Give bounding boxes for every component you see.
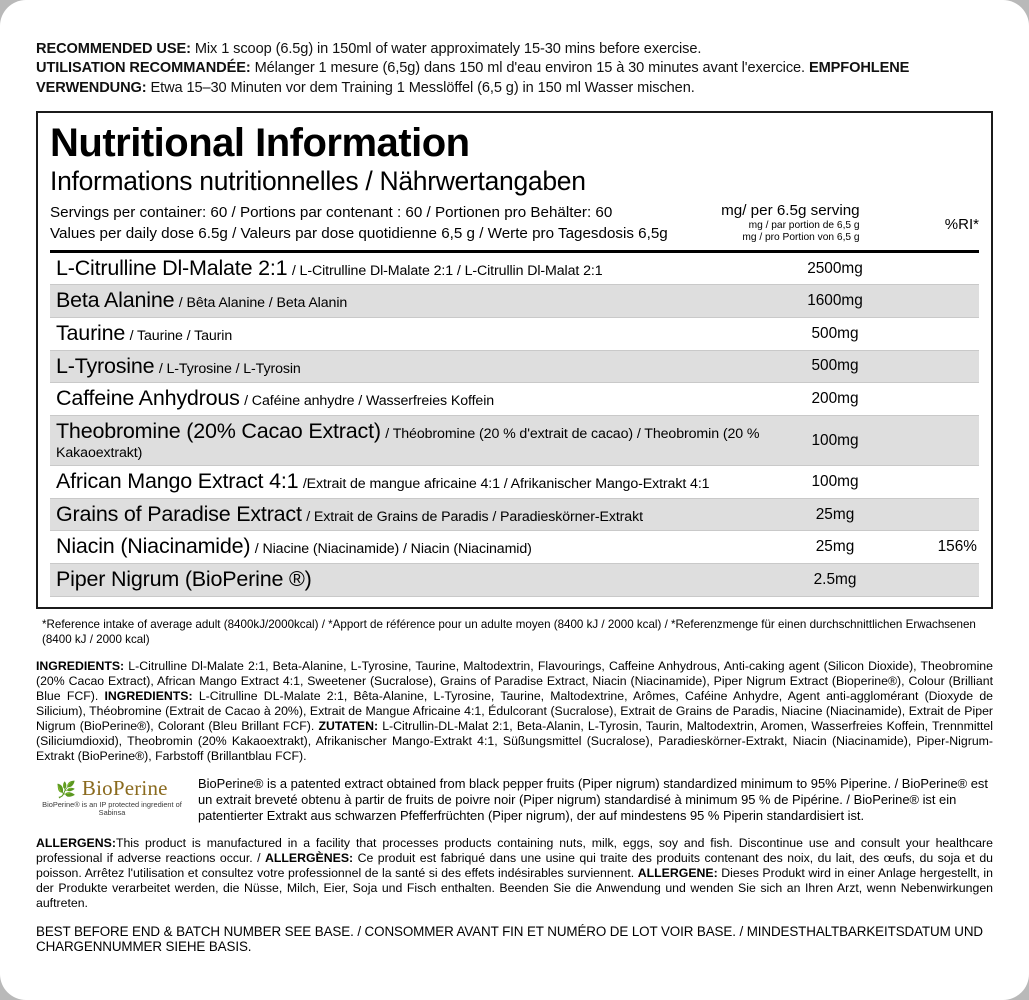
ingredient-translation: / Taurine / Taurin	[129, 328, 233, 344]
ingredient-amount: 500mg	[765, 318, 901, 351]
ingredient-amount: 100mg	[765, 415, 901, 465]
serving-header-row	[50, 202, 979, 245]
amount-column-header	[721, 202, 861, 245]
recommended-use-en-text: Mix 1 scoop (6.5g) in 150ml of water approximately 15-30 mins before exercise.	[190, 41, 702, 57]
ingredients-paragraph	[36, 659, 993, 764]
ingredient-ri	[901, 415, 979, 465]
nutrition-information-panel	[36, 111, 993, 609]
ingredient-ri	[901, 253, 979, 285]
ingredient-amount: 2.5mg	[765, 564, 901, 597]
ingredient-name: Piper Nigrum (BioPerine ®)	[56, 567, 312, 592]
recommended-use-fr-de	[36, 59, 993, 98]
ingredient-name: Beta Alanine	[56, 288, 175, 313]
table-row	[50, 383, 979, 416]
ingredient-name: L-Tyrosine	[56, 353, 155, 378]
table-row	[50, 531, 979, 564]
ingredient-ri	[901, 350, 979, 383]
ingredient-amount: 500mg	[765, 350, 901, 383]
ingredients-text-en: L-Citrulline Dl-Malate 2:1, Beta-Alanine, L-Tyrosine, Taurine, Maltodextrin, Flavourings, Caffeine Anhydrous, Anti-caking agent (Silicon Dioxide), Theobromine (20% Cacao Extract), African Mango Extract 4:1, Sweetener (Sucralose), Grains of Paradise Extract, Niacin (Niacinamide), Piper Nigrum Extract (Bioperine®), Colour (Brilliant Blue FCF).	[36, 658, 993, 703]
ingredient-amount: 1600mg	[765, 285, 901, 318]
allergens-paragraph	[36, 836, 993, 911]
ingredient-ri	[901, 466, 979, 499]
ingredient-amount: 100mg	[765, 466, 901, 499]
ingredients-label-en: INGREDIENTS:	[36, 658, 125, 673]
ingredient-name: African Mango Extract 4:1	[56, 469, 299, 494]
amount-header-de: mg / pro Portion von 6,5 g	[742, 232, 860, 244]
nutrition-table	[50, 253, 979, 597]
ingredient-translation: / Théobromine (20 % d'extrait de cacao) / Theobromin (20 % Kakaoextrakt)	[56, 425, 760, 461]
ingredient-cell	[50, 466, 765, 499]
bioperine-description: BioPerine® is a patented extract obtained from black pepper fruits (Piper nigrum) standardized minimum to 95% Piperine. / BioPerine® est un extrait breveté obtenu à partir de fruits de poivre noir (Piper nigrum) standardisé à minimum 95 % de Pipérine. / BioPerine® ist ein patentierter Extrakt aus schwarzen Pfefferfrüchten (Piper nigrum), der auf mindestens 95 % Piperin standardisiert ist.	[198, 775, 988, 823]
table-row	[50, 318, 979, 351]
ingredient-ri: 156%	[901, 531, 979, 564]
ingredient-cell	[50, 318, 765, 351]
bioperine-block	[36, 776, 993, 824]
ingredient-translation: / Extrait de Grains de Paradis / Paradieskörner-Extrakt	[306, 508, 643, 525]
ingredient-cell	[50, 383, 765, 416]
table-row	[50, 350, 979, 383]
ingredient-ri	[901, 383, 979, 416]
ingredient-cell	[50, 285, 765, 318]
recommended-use-fr-text: Mélanger 1 mesure (6,5g) dans 150 ml d'eau environ 15 à 30 minutes avant l'exercice.	[250, 60, 809, 77]
ingredient-cell	[50, 253, 765, 285]
recommended-use-block	[36, 40, 993, 98]
ingredient-name: Niacin (Niacinamide)	[56, 534, 251, 559]
ingredient-cell	[50, 564, 765, 597]
leaf-icon: 🌿	[56, 781, 77, 799]
table-row	[50, 285, 979, 318]
ingredient-ri	[901, 498, 979, 531]
allergens-text-en: This product is manufactured in a facility that processes products containing nuts, milk, eggs, soy and fish. Discontinue use and consult your healthcare professional if adverse reactions occur. /	[36, 835, 993, 865]
ingredient-translation: / Bêta Alanine / Beta Alanin	[178, 295, 348, 312]
allergens-label-de: ALLERGENE:	[637, 865, 718, 880]
table-row	[50, 564, 979, 597]
ingredient-cell	[50, 531, 765, 564]
recommended-use-fr-label: UTILISATION RECOMMANDÉE:	[36, 60, 251, 77]
ingredient-translation: /Extrait de mangue africaine 4:1 / Afrikanischer Mango-Extrakt 4:1	[302, 476, 710, 493]
table-row	[50, 415, 979, 465]
ingredients-label-de: ZUTATEN:	[318, 718, 379, 733]
best-before-line: BEST BEFORE END & BATCH NUMBER SEE BASE. / CONSOMMER AVANT FIN ET NUMÉRO DE LOT VOIR BASE. / MINDESTHALTBARKEITSDATUM UND CHARGENNUMMER SIEHE BASIS.	[36, 923, 983, 954]
nutrition-subtitle: Informations nutritionnelles / Nährwertangaben	[50, 165, 586, 196]
ingredient-ri	[901, 285, 979, 318]
ingredient-name: Theobromine (20% Cacao Extract)	[56, 418, 381, 443]
ingredient-name: Caffeine Anhydrous	[56, 386, 240, 411]
table-row	[50, 498, 979, 531]
reference-intake-note: *Reference intake of average adult (8400kJ/2000kcal) / *Apport de référence pour un adulte moyen (8400 kJ / 2000 kcal) / *Referenzmenge für einen durchschnittlichen Erwachsenen (8400 kJ / 2000 kcal)	[42, 617, 976, 646]
allergens-text-fr: Ce produit est fabriqué dans une usine qui traite des produits contenant des noix, du lait, des œufs, du soja et du poisson. Arrêtez l'utilisation et consultez votre professionnel de la santé si des effets indésirables surviennent.	[36, 850, 993, 880]
recommended-use-en	[36, 40, 993, 59]
ingredient-name: Grains of Paradise Extract	[56, 501, 302, 526]
ingredient-cell	[50, 350, 765, 383]
ingredient-name: L-Citrulline Dl-Malate 2:1	[56, 255, 288, 280]
ingredient-name: Taurine	[56, 321, 126, 345]
recommended-use-de-label: EMPFOHLENE VERWENDUNG:	[36, 60, 910, 96]
values-per-dose: Values per daily dose 6.5g / Valeurs par dose quotidienne 6,5 g / Werte pro Tagesdosis 6,5g	[50, 225, 668, 243]
allergens-label-en: ALLERGENS:	[36, 835, 116, 850]
bioperine-logo-subtext: BioPerine® is an IP protected ingredient of Sabinsa	[42, 799, 182, 818]
ingredients-text-fr: L-Citrulline DL-Malate 2:1, Bêta-Alanine, L-Tyrosine, Taurine, Maltodextrine, Arômes, Caféine Anhydre, Agent anti-agglomérant (Dioxyde de Silicium), Théobromine (Extrait de Cacao à 20%), Extrait de Mangue Africaine 4:1, Édulcorant (Sucralose), Extrait de Grains de Paradis, Niacine (Niacinamide), Extrait de Piper Nigrum (BioPerine®), Colorant (Bleu Brillant FCF).	[36, 688, 993, 733]
allergens-text-de: Dieses Produkt wird in einer Anlage hergestellt, in der Produkte verarbeitet werden, die Nüsse, Milch, Eier, Soja und Fisch enthalten. Beenden Sie die Anwendung und wenden Sie sich an Ihren Arzt, wenn Nebenwirkungen auftreten.	[36, 865, 994, 910]
ingredient-amount: 2500mg	[765, 253, 901, 285]
ingredient-ri	[901, 318, 979, 351]
ingredient-translation: / Niacine (Niacinamide) / Niacin (Niacinamid)	[254, 541, 532, 558]
table-row	[50, 466, 979, 499]
allergens-label-fr: ALLERGÈNES:	[264, 850, 354, 865]
ingredient-cell	[50, 415, 765, 465]
ingredient-translation: / Caféine anhydre / Wasserfreies Koffein	[244, 393, 495, 410]
nutrition-title: Nutritional Information	[50, 120, 470, 165]
bioperine-logo-text: BioPerine	[81, 775, 168, 800]
table-row	[50, 253, 979, 285]
servings-per-container: Servings per container: 60 / Portions par contenant : 60 / Portionen pro Behälter: 60	[50, 203, 613, 221]
bioperine-logo	[36, 776, 188, 818]
ingredient-cell	[50, 498, 765, 531]
serving-info	[50, 202, 668, 245]
ingredient-ri	[901, 564, 979, 597]
recommended-use-de-text: Etwa 15–30 Minuten vor dem Training 1 Messlöffel (6,5 g) in 150 ml Wasser mischen.	[146, 79, 695, 96]
amount-header-fr: mg / par portion de 6,5 g	[748, 219, 860, 231]
ri-column-header: %RI*	[944, 215, 979, 233]
ingredients-text-de: L-Citrullin-DL-Malat 2:1, Beta-Alanin, L-Tyrosin, Taurin, Maltodextrin, Aromen, Wasserfreies Koffein, Trennmittel (Siliciumdioxid), Theobromin (20% Kakaoextrakt), Afrikanischer Mango-Extrakt 4:1, Süßungsmittel (Sucralose), Paradieskörner-Extrakt, Niacin (Niacinamide), Piper-Nigrum-Extrakt (BioPerine®), Farbstoff (Brillantblau FCF).	[36, 718, 993, 763]
ingredient-translation: / L-Tyrosine / L-Tyrosin	[158, 360, 301, 377]
ingredients-label-fr: INGREDIENTS:	[104, 688, 193, 703]
bioperine-logo-name	[36, 775, 188, 800]
ingredient-amount: 200mg	[765, 383, 901, 416]
ingredient-translation: / L-Citrulline Dl-Malate 2:1 / L-Citrullin Dl-Malat 2:1	[291, 262, 603, 279]
recommended-use-en-label: RECOMMENDED USE:	[36, 41, 191, 57]
ingredient-amount: 25mg	[765, 531, 901, 564]
ingredient-amount: 25mg	[765, 498, 901, 531]
amount-header-en: mg/ per 6.5g serving	[721, 201, 860, 219]
